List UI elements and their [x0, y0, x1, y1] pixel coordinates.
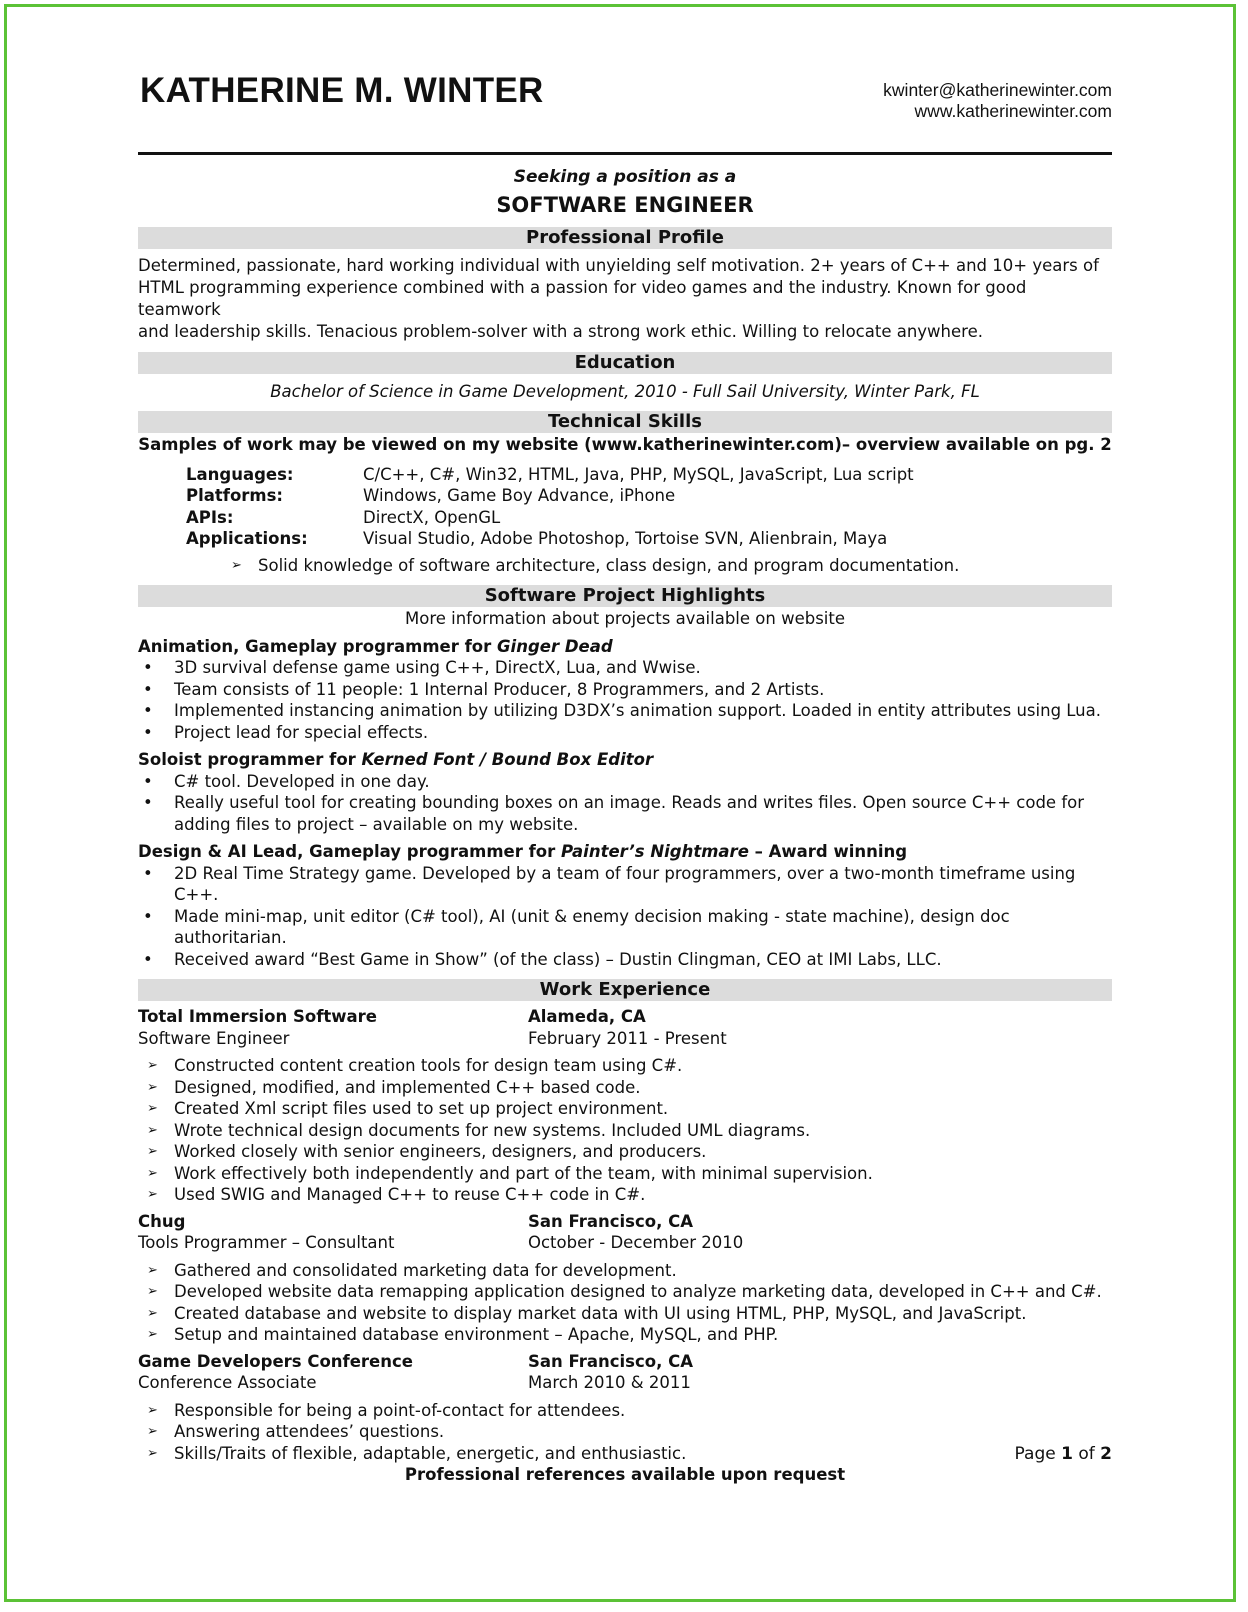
section-heading-work: Work Experience [138, 979, 1112, 1001]
job-location: San Francisco, CA [528, 1351, 694, 1371]
skill-label: Languages: [186, 464, 294, 484]
arrow-bullet-icon: ➢ [147, 1187, 158, 1202]
job-header-row [138, 1351, 1112, 1373]
objective-intro: Seeking a position as a [513, 167, 737, 187]
job-points [138, 1055, 1112, 1206]
skill-value: Windows, Game Boy Advance, iPhone [363, 486, 676, 505]
bullet-text: Made mini-map, unit editor (C# tool), AI (unit & enemy decision making - state machine), design doc authoritarian. [174, 906, 1010, 947]
header-rule [138, 152, 1112, 155]
job-header-row [138, 1006, 1112, 1028]
job-location: Alameda, CA [528, 1007, 646, 1026]
bullet-icon: • [143, 949, 153, 969]
section-heading-education: Education [138, 352, 1112, 374]
project-suffix: – Award winning [748, 842, 908, 861]
skills-table [186, 464, 1112, 577]
skill-label: APIs: [186, 507, 234, 527]
profile-text [138, 255, 1112, 343]
arrow-bullet-icon: ➢ [147, 1402, 158, 1418]
contact-block [883, 80, 1112, 122]
bullet-icon: • [143, 679, 153, 699]
list-item [138, 949, 1112, 971]
point-text: Answering attendees’ questions. [174, 1422, 445, 1441]
point-text: Worked closely with senior engineers, designers, and producers. [174, 1142, 707, 1161]
list-item [138, 1281, 1112, 1303]
bullet-text: Implemented instancing animation by utilizing D3DX’s animation support. Loaded in entity attributes using Lua. [174, 701, 1101, 720]
list-item [138, 1303, 1112, 1325]
list-item [138, 1184, 1112, 1206]
skill-label: Applications: [186, 529, 308, 548]
point-text: Skills/Traits of flexible, adaptable, energetic, and enthusiastic. [174, 1443, 687, 1463]
skill-value: C/C++, C#, Win32, HTML, Java, PHP, MySQL, JavaScript, Lua script [363, 464, 914, 484]
arrow-bullet-icon: ➢ [147, 1144, 158, 1159]
job-dates: March 2010 & 2011 [528, 1373, 691, 1392]
project-bullets [138, 657, 1112, 743]
references-note: Professional references available upon request [404, 1465, 846, 1484]
list-item [138, 722, 1112, 744]
arrow-bullet-icon: ➢ [147, 1424, 158, 1439]
skill-value: DirectX, OpenGL [363, 507, 501, 527]
arrow-bullet-icon: ➢ [147, 1284, 158, 1299]
page-word: Page [1014, 1444, 1062, 1464]
arrow-bullet-icon: ➢ [147, 1165, 158, 1181]
point-text: Designed, modified, and implemented C++ based code. [174, 1077, 641, 1097]
job-title: Software Engineer [138, 1028, 290, 1048]
list-item [138, 1077, 1112, 1099]
bullet-text: Received award “Best Game in Show” (of the class) – Dustin Clingman, CEO at IMI Labs, LLC. [174, 949, 942, 969]
website-link[interactable]: www.katherinewinter.com [914, 101, 1112, 121]
arrow-bullet-icon: ➢ [147, 1445, 158, 1461]
job-company: Chug [138, 1211, 186, 1231]
point-text: Gathered and consolidated marketing data for development. [174, 1260, 677, 1280]
skill-row [186, 464, 1112, 486]
bullet-text: Really useful tool for creating bounding boxes on an image. Reads and writes files. Open source C++ code for adding files to project – available on my website. [174, 793, 1085, 834]
job-title: Tools Programmer – Consultant [138, 1233, 395, 1252]
skills-samples-note: Samples of work may be viewed on my website (www.katherinewinter.com)– overview available on pg. 2 [138, 435, 1112, 454]
skills-note: Solid knowledge of software architecture, class design, and program documentation. [258, 555, 960, 575]
project-name: Ginger Dead [497, 636, 613, 656]
list-item [138, 1120, 1112, 1142]
page-total: 2 [1100, 1444, 1112, 1464]
bullet-icon: • [143, 906, 153, 926]
bullet-text: C# tool. Developed in one day. [174, 771, 430, 791]
point-text: Setup and maintained database environment – Apache, MySQL, and PHP. [174, 1325, 779, 1344]
resume-page [138, 72, 1112, 1486]
job-detail-row [138, 1232, 1112, 1254]
list-item [138, 906, 1112, 949]
profile-line: Determined, passionate, hard working individual with unyielding self motivation. 2+ years of C++ and 10+ years of [138, 255, 1099, 275]
resume-header [138, 72, 1112, 144]
list-item [138, 1260, 1112, 1282]
bullet-icon: • [143, 863, 153, 883]
bullet-icon: • [143, 658, 153, 677]
job-company: Total Immersion Software [138, 1007, 377, 1026]
skill-row [186, 485, 1112, 507]
point-text: Work effectively both independently and part of the team, with minimal supervision. [174, 1163, 873, 1183]
skill-label: Platforms: [186, 486, 284, 505]
list-item [138, 1141, 1112, 1163]
job-dates: October - December 2010 [528, 1233, 744, 1252]
project-title [138, 636, 1112, 658]
list-item [138, 792, 1112, 835]
bullet-icon: • [143, 793, 153, 812]
skill-value: Visual Studio, Adobe Photoshop, Tortoise SVN, Alienbrain, Maya [363, 529, 888, 548]
point-text: Wrote technical design documents for new systems. Included UML diagrams. [174, 1120, 811, 1140]
email-link[interactable]: kwinter@katherinewinter.com [883, 80, 1112, 100]
project-bullets [138, 863, 1112, 971]
bullet-text: 2D Real Time Strategy game. Developed by a team of four programmers, over a two-month timeframe using C++. [174, 863, 1076, 904]
project-title [138, 749, 1112, 771]
list-item [138, 771, 1112, 793]
job-location: San Francisco, CA [528, 1211, 694, 1231]
arrow-bullet-icon: ➢ [147, 1305, 158, 1321]
bullet-text: Project lead for special effects. [174, 722, 429, 742]
point-text: Created database and website to display market data with UI using HTML, PHP, MySQL, and JavaScript. [174, 1303, 1027, 1323]
point-text: Used SWIG and Managed C++ to reuse C++ code in C#. [174, 1185, 646, 1204]
arrow-bullet-icon: ➢ [147, 1262, 158, 1278]
section-heading-skills: Technical Skills [138, 411, 1112, 433]
project-name: Kerned Font / Bound Box Editor [361, 750, 654, 769]
list-item [138, 1163, 1112, 1185]
job-title: Conference Associate [138, 1373, 317, 1392]
job-company: Game Developers Conference [138, 1351, 413, 1371]
arrow-bullet-icon: ➢ [147, 1327, 158, 1342]
arrow-bullet-icon: ➢ [147, 1122, 158, 1138]
point-text: Developed website data remapping application designed to analyze marketing data, developed in C++ and C#. [174, 1282, 1102, 1301]
page-number [1015, 1444, 1112, 1466]
page-of: of [1072, 1444, 1101, 1464]
job-points [138, 1400, 1112, 1465]
arrow-bullet-icon: ➢ [147, 1101, 158, 1116]
page-current: 1 [1061, 1444, 1073, 1464]
list-item [138, 1421, 1112, 1443]
profile-line: and leadership skills. Tenacious problem-solver with a strong work ethic. Willing to relocate anywhere. [138, 321, 983, 341]
bullet-icon: • [143, 722, 153, 742]
skills-note-list [222, 555, 1112, 577]
bullet-icon: • [143, 701, 153, 720]
section-heading-projects: Software Project Highlights [138, 585, 1112, 607]
arrow-bullet-icon: ➢ [231, 557, 242, 573]
objective-role: SOFTWARE ENGINEER [496, 192, 754, 217]
list-item [222, 555, 1112, 577]
list-item [138, 1400, 1112, 1422]
project-role: Design & AI Lead, Gameplay programmer for [138, 842, 561, 861]
job-entry [138, 1351, 1112, 1465]
point-text: Created Xml script files used to set up project environment. [174, 1099, 669, 1118]
list-item [138, 1098, 1112, 1120]
list-item [138, 1324, 1112, 1346]
bullet-text: 3D survival defense game using C++, DirectX, Lua, and Wwise. [174, 658, 701, 677]
point-text: Constructed content creation tools for design team using C#. [174, 1056, 683, 1075]
skill-row [186, 507, 1112, 529]
project-role: Soloist programmer for [138, 750, 362, 769]
list-item [138, 679, 1112, 701]
job-points [138, 1260, 1112, 1346]
list-item [138, 1055, 1112, 1077]
bullet-icon: • [143, 771, 153, 791]
list-item [138, 1443, 1112, 1465]
project-bullets [138, 771, 1112, 836]
job-entry [138, 1006, 1112, 1206]
section-heading-profile: Professional Profile [138, 227, 1112, 249]
job-dates: February 2011 - Present [528, 1028, 727, 1048]
skill-row [186, 528, 1112, 550]
point-text: Responsible for being a point-of-contact for attendees. [174, 1400, 626, 1420]
bullet-text: Team consists of 11 people: 1 Internal Producer, 8 Programmers, and 2 Artists. [174, 679, 825, 699]
profile-line: HTML programming experience combined with a passion for video games and the industry. Known for good teamwork [138, 277, 1027, 319]
list-item [138, 657, 1112, 679]
list-item [138, 700, 1112, 722]
arrow-bullet-icon: ➢ [147, 1058, 158, 1073]
job-header-row [138, 1211, 1112, 1233]
project-title [138, 841, 1112, 863]
candidate-name: KATHERINE M. WINTER [140, 71, 544, 110]
project-role: Animation, Gameplay programmer for [138, 636, 498, 656]
education-degree: Bachelor of Science in Game Development, 2010 - Full Sail University, Winter Park, FL [270, 381, 980, 401]
job-detail-row [138, 1372, 1112, 1394]
arrow-bullet-icon: ➢ [147, 1079, 158, 1095]
list-item [138, 863, 1112, 906]
project-name: Painter’s Nightmare [561, 842, 749, 861]
job-entry [138, 1211, 1112, 1346]
projects-subheading: More information about projects available on website [404, 609, 846, 628]
job-detail-row [138, 1028, 1112, 1050]
